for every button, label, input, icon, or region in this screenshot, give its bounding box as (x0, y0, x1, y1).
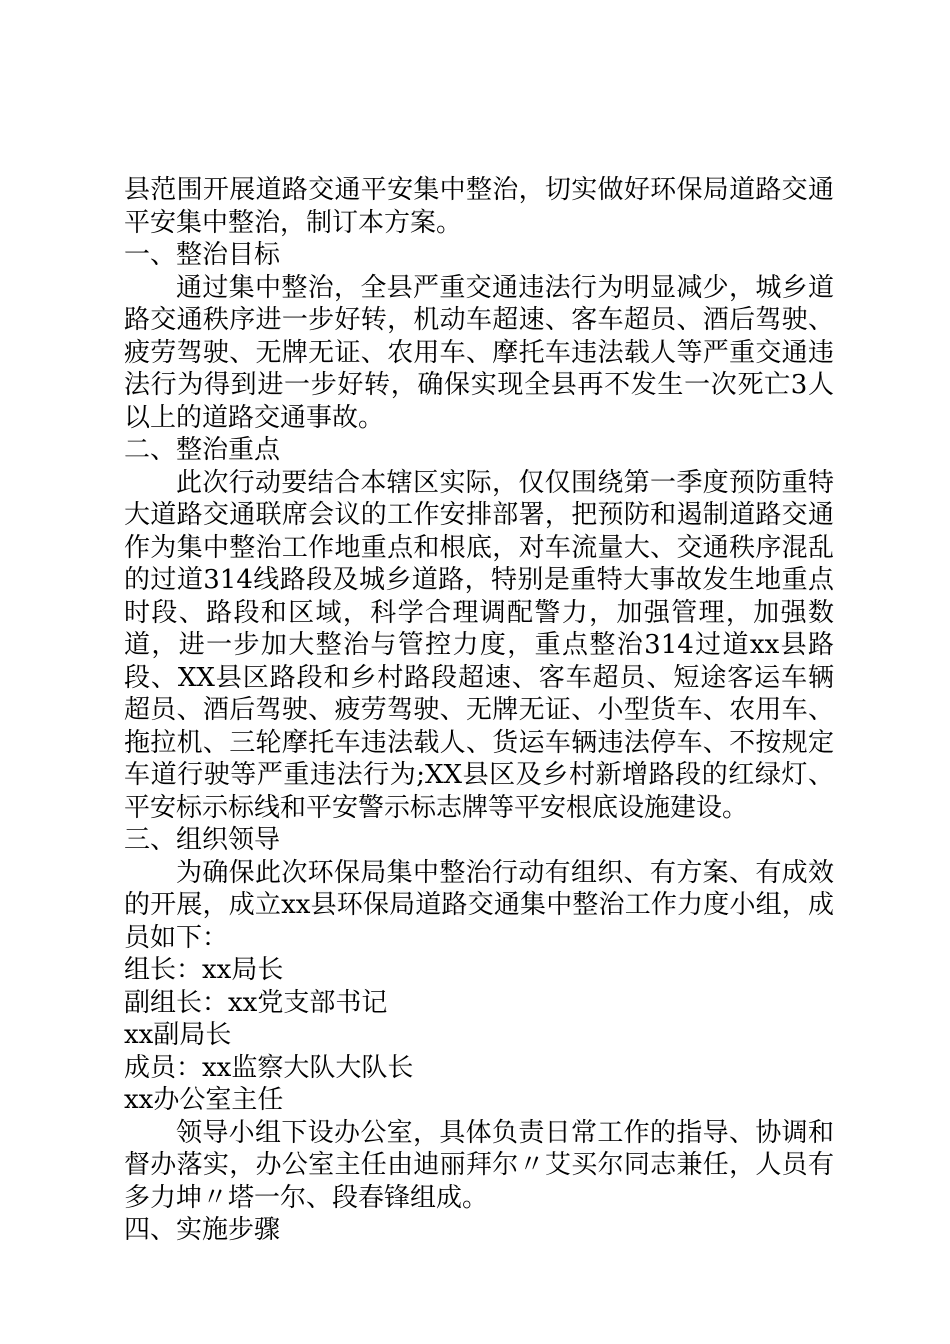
focus-paragraph: 此次行动要结合本辖区实际，仅仅围绕第一季度预防重特大道路交通联席会议的工作安排部署，把预防和遏制道路交通作为集中整治工作地重点和根底，对车流量大、交通秩序混乱的过道314线路段及城乡道路，特别是重特大事故发生地重点时段、路段和区域，科学合理调配警力，加强管理，加强数道，进一步加大整治与管控力度，重点整治314过道xx县路段、XX县区路段和乡村路段超速、客车超员、短途客运车辆超员、酒后驾驶、疲劳驾驶、无牌无证、小型货车、农用车、拖拉机、三轮摩托车违法载人、货运车辆违法停车、不按规定车道行驶等严重违法行为;XX县区及乡村新增路段的红绿灯、平安标示标线和平安警示标志牌等平安根底设施建设。 (124, 467, 834, 823)
section-heading-steps: 四、实施步骤 (124, 1215, 281, 1245)
organization-paragraph: 为确保此次环保局集中整治行动有组织、有方案、有成效的开展，成立xx县环保局道路交通集中整治工作力度小组，成员如下： (124, 857, 834, 953)
document-body (124, 174, 834, 1247)
member-line-office-director: xx办公室主任 (124, 1085, 284, 1115)
member-line-members: 成员：xx监察大队大队长 (124, 1052, 414, 1083)
office-paragraph: 领导小组下设办公室，具体负责日常工作的指导、协调和督办落实，办公室主任由迪丽拜尔〃艾买尔同志兼任，人员有多力坤〃塔一尔、段春锋组成。 (124, 1117, 834, 1213)
goals-paragraph: 通过集中整治，全县严重交通违法行为明显减少，城乡道路交通秩序进一步好转，机动车超速、客车超员、酒后驾驶、疲劳驾驶、无牌无证、农用车、摩托车违法载人等严重交通违法行为得到进一步好转，确保实现全县再不发生一次死亡3人以上的道路交通事故。 (124, 272, 834, 433)
intro-paragraph: 县范围开展道路交通平安集中整治，切实做好环保局道路交通平安集中整治，制订本方案。 (124, 175, 834, 238)
section-heading-goals: 一、整治目标 (124, 240, 281, 270)
member-line-deputy-director: xx副局长 (124, 1020, 232, 1050)
member-line-leader: 组长：xx局长 (124, 955, 284, 985)
section-heading-focus: 二、整治重点 (124, 435, 281, 465)
member-line-deputy: 副组长：xx党支部书记 (124, 987, 388, 1018)
section-heading-organization: 三、组织领导 (124, 825, 281, 855)
